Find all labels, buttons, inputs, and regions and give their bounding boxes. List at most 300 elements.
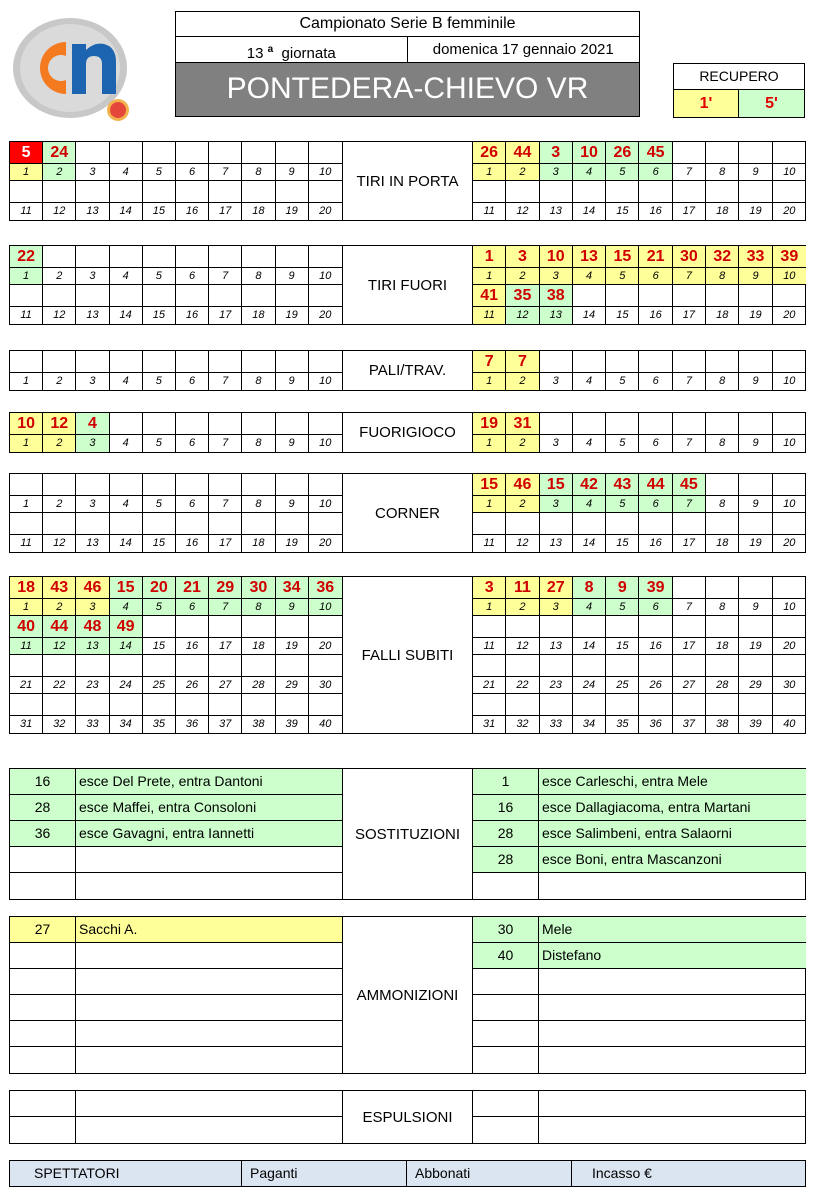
event-minute-cell bbox=[506, 694, 539, 715]
event-minute-cell bbox=[276, 655, 309, 676]
event-index-cell: 11 bbox=[10, 638, 43, 654]
event-minute-cell bbox=[110, 655, 143, 676]
stat-label: PALI/TRAV. bbox=[342, 351, 473, 390]
event-index-cell: 27 bbox=[673, 677, 706, 693]
event-index-cell: 10 bbox=[319, 498, 332, 510]
event-minute-cell bbox=[43, 655, 76, 676]
stat-label: FALLI SUBITI bbox=[342, 577, 473, 733]
event-index-cell: 1 bbox=[10, 164, 43, 180]
list-minute: 28 bbox=[10, 795, 76, 820]
list-item bbox=[10, 769, 342, 795]
event-minute-cell bbox=[706, 694, 739, 715]
event-minute-cell bbox=[143, 285, 176, 306]
list-text bbox=[539, 1117, 806, 1143]
event-index-cell: 19 bbox=[739, 638, 772, 654]
list-text bbox=[539, 995, 806, 1020]
event-index-cell: 2 bbox=[43, 496, 76, 512]
competition-title: Campionato Serie B femminile bbox=[176, 12, 639, 37]
event-index-cell: 10 bbox=[783, 498, 796, 510]
event-index-cell: 15 bbox=[143, 203, 176, 220]
event-minute-cell: 8 bbox=[573, 577, 606, 598]
right-team-list bbox=[473, 769, 806, 899]
event-minute-cell: 21 bbox=[639, 246, 672, 267]
event-index-cell: 16 bbox=[176, 203, 209, 220]
event-index-cell: 14 bbox=[110, 638, 143, 654]
event-index-cell: 18 bbox=[242, 203, 275, 220]
event-minute-cell bbox=[739, 142, 772, 163]
event-minute-cell bbox=[506, 513, 539, 534]
event-index-cell: 5 bbox=[143, 268, 176, 284]
event-minute-cell bbox=[276, 616, 309, 637]
event-minute-cell: 40 bbox=[10, 616, 43, 637]
list-text bbox=[539, 1021, 806, 1046]
stat-label: FUORIGIOCO bbox=[342, 413, 473, 452]
event-minute-cell: 15 bbox=[110, 577, 143, 598]
event-minute-cell bbox=[739, 474, 772, 495]
event-minute-cell: 7 bbox=[506, 351, 539, 372]
event-index-cell: 7 bbox=[209, 373, 242, 390]
event-index-cell: 18 bbox=[706, 307, 739, 324]
event-index-cell: 29 bbox=[739, 677, 772, 693]
event-index-cell: 10 bbox=[319, 437, 332, 449]
event-minute-cell bbox=[739, 351, 772, 372]
list-item bbox=[473, 769, 806, 795]
event-minute-cell: 44 bbox=[43, 616, 76, 637]
recupero-second-half: 5' bbox=[739, 90, 804, 117]
event-minute-cell bbox=[309, 655, 342, 676]
event-minute-cell: 26 bbox=[606, 142, 639, 163]
event-minute-cell bbox=[639, 351, 672, 372]
event-minute-cell bbox=[739, 413, 772, 434]
list-item bbox=[473, 917, 806, 943]
event-minute-cell bbox=[76, 694, 109, 715]
list-text bbox=[76, 995, 342, 1020]
event-minute-cell bbox=[773, 181, 806, 202]
event-index-cell: 10 bbox=[783, 601, 796, 613]
event-minute-cell bbox=[540, 616, 573, 637]
event-index-cell: 10 bbox=[309, 599, 342, 615]
event-index-cell: 9 bbox=[739, 164, 772, 180]
event-index-cell: 14 bbox=[110, 203, 143, 220]
event-index-cell: 2 bbox=[43, 268, 76, 284]
event-index-cell: 13 bbox=[76, 307, 109, 324]
event-index-cell: 6 bbox=[176, 164, 209, 180]
event-minute-cell bbox=[76, 181, 109, 202]
event-minute-cell bbox=[143, 694, 176, 715]
event-minute-cell bbox=[606, 513, 639, 534]
event-minute-cell bbox=[573, 285, 606, 306]
event-minute-cell: 32 bbox=[706, 246, 739, 267]
event-minute-cell bbox=[506, 181, 539, 202]
list-minute bbox=[473, 1047, 539, 1073]
event-minute-cell bbox=[639, 513, 672, 534]
event-index-cell: 2 bbox=[506, 373, 539, 390]
event-index-cell: 6 bbox=[639, 373, 672, 390]
event-index-cell: 24 bbox=[110, 677, 143, 693]
event-index-cell: 37 bbox=[673, 716, 706, 733]
event-index-cell: 9 bbox=[276, 599, 309, 615]
list-text bbox=[76, 969, 342, 994]
event-minute-cell bbox=[143, 655, 176, 676]
left-team-list bbox=[10, 769, 342, 899]
event-index-cell: 8 bbox=[706, 599, 739, 615]
event-index-cell: 38 bbox=[242, 716, 275, 733]
list-minute: 36 bbox=[10, 821, 76, 846]
event-minute-cell bbox=[10, 655, 43, 676]
list-minute bbox=[473, 873, 539, 899]
event-index-cell: 23 bbox=[540, 677, 573, 693]
event-index-cell: 12 bbox=[506, 307, 539, 324]
event-minute-cell: 26 bbox=[473, 142, 506, 163]
event-index-cell: 9 bbox=[739, 435, 772, 452]
event-index-cell: 5 bbox=[143, 373, 176, 390]
event-minute-cell: 34 bbox=[276, 577, 309, 598]
event-index-cell: 11 bbox=[473, 638, 506, 654]
logo bbox=[10, 14, 134, 122]
incasso-label: Incasso € bbox=[592, 1165, 652, 1181]
list-minute bbox=[473, 1091, 539, 1116]
event-minute-cell bbox=[242, 616, 275, 637]
event-index-cell: 21 bbox=[473, 677, 506, 693]
event-index-cell: 5 bbox=[606, 496, 639, 512]
event-index-cell: 36 bbox=[176, 716, 209, 733]
event-minute-cell bbox=[706, 616, 739, 637]
event-minute-cell bbox=[110, 246, 143, 267]
event-minute-cell: 39 bbox=[773, 246, 806, 267]
list-minute: 40 bbox=[473, 943, 539, 968]
event-index-cell: 9 bbox=[276, 164, 309, 180]
event-index-cell: 14 bbox=[573, 535, 606, 552]
list-item bbox=[473, 873, 806, 899]
event-index-cell: 29 bbox=[276, 677, 309, 693]
list-section-sostituzioni bbox=[9, 768, 806, 900]
event-minute-cell: 3 bbox=[506, 246, 539, 267]
list-text bbox=[539, 873, 806, 899]
event-index-cell: 5 bbox=[143, 496, 176, 512]
event-minute-cell bbox=[773, 142, 806, 163]
round: 13 $^a$ giornata bbox=[176, 37, 408, 62]
event-minute-cell bbox=[309, 474, 342, 495]
event-index-cell: 13 bbox=[540, 638, 573, 654]
event-minute-cell bbox=[309, 181, 342, 202]
event-index-cell: 16 bbox=[176, 307, 209, 324]
event-minute-cell bbox=[706, 474, 739, 495]
event-minute-cell bbox=[242, 655, 275, 676]
event-minute-cell bbox=[309, 285, 342, 306]
right-team-grid bbox=[473, 577, 806, 733]
event-minute-cell bbox=[242, 142, 275, 163]
event-minute-cell bbox=[739, 694, 772, 715]
event-index-cell: 9 bbox=[739, 373, 772, 390]
list-minute bbox=[473, 995, 539, 1020]
event-index-cell: 5 bbox=[606, 599, 639, 615]
event-index-cell: 4 bbox=[573, 268, 606, 284]
event-minute-cell bbox=[473, 181, 506, 202]
left-team-grid bbox=[10, 351, 342, 390]
event-index-cell: 4 bbox=[573, 496, 606, 512]
event-minute-cell bbox=[176, 474, 209, 495]
event-minute-cell bbox=[706, 655, 739, 676]
list-minute bbox=[10, 1117, 76, 1143]
event-minute-cell bbox=[309, 694, 342, 715]
event-minute-cell: 1 bbox=[473, 246, 506, 267]
event-index-cell: 4 bbox=[110, 268, 143, 284]
event-minute-cell bbox=[276, 694, 309, 715]
event-index-cell: 17 bbox=[673, 535, 706, 552]
event-index-cell: 11 bbox=[473, 307, 506, 324]
paganti-label: Paganti bbox=[242, 1161, 407, 1186]
event-index-cell: 15 bbox=[143, 535, 176, 552]
event-minute-cell: 41 bbox=[473, 285, 506, 306]
event-minute-cell bbox=[242, 413, 275, 434]
event-minute-cell bbox=[143, 246, 176, 267]
event-minute-cell bbox=[739, 285, 772, 306]
event-index-cell: 5 bbox=[606, 435, 639, 452]
event-minute-cell bbox=[209, 413, 242, 434]
stat-section-pali-trav- bbox=[9, 350, 806, 391]
event-minute-cell bbox=[673, 694, 706, 715]
event-index-cell: 8 bbox=[706, 268, 739, 284]
event-index-cell: 2 bbox=[43, 164, 76, 180]
event-minute-cell bbox=[540, 351, 573, 372]
list-label: SOSTITUZIONI bbox=[342, 769, 473, 899]
event-minute-cell bbox=[573, 694, 606, 715]
event-minute-cell bbox=[143, 616, 176, 637]
event-minute-cell bbox=[540, 655, 573, 676]
event-minute-cell bbox=[43, 246, 76, 267]
list-text bbox=[539, 1047, 806, 1073]
attendance-bar bbox=[9, 1160, 806, 1187]
event-index-cell: 15 bbox=[606, 535, 639, 552]
event-index-cell: 3 bbox=[76, 164, 109, 180]
list-item bbox=[10, 873, 342, 899]
event-index-cell: 6 bbox=[176, 373, 209, 390]
list-text bbox=[76, 1047, 342, 1073]
event-minute-cell bbox=[242, 285, 275, 306]
list-text: esce Dallagiacoma, entra Martani bbox=[542, 799, 751, 815]
event-minute-cell bbox=[110, 513, 143, 534]
event-index-cell: 10 bbox=[319, 270, 332, 282]
event-minute-cell bbox=[110, 285, 143, 306]
event-minute-cell bbox=[143, 181, 176, 202]
event-minute-cell: 4 bbox=[76, 413, 109, 434]
event-index-cell: 4 bbox=[110, 373, 143, 390]
event-index-cell: 1 bbox=[473, 268, 506, 284]
event-minute-cell bbox=[110, 181, 143, 202]
event-minute-cell: 10 bbox=[10, 413, 43, 434]
event-minute-cell: 43 bbox=[43, 577, 76, 598]
event-minute-cell: 46 bbox=[76, 577, 109, 598]
event-minute-cell: 12 bbox=[43, 413, 76, 434]
event-minute-cell: 10 bbox=[540, 246, 573, 267]
event-minute-cell bbox=[706, 413, 739, 434]
event-index-cell: 1 bbox=[10, 373, 43, 390]
event-minute-cell: 46 bbox=[506, 474, 539, 495]
event-index-cell: 12 bbox=[506, 638, 539, 654]
event-index-cell: 34 bbox=[573, 716, 606, 733]
event-minute-cell bbox=[309, 513, 342, 534]
event-index-cell: 7 bbox=[673, 373, 706, 390]
event-index-cell: 11 bbox=[473, 535, 506, 552]
event-minute-cell bbox=[773, 285, 806, 306]
event-minute-cell bbox=[209, 246, 242, 267]
event-minute-cell bbox=[739, 513, 772, 534]
event-index-cell: 12 bbox=[43, 203, 76, 220]
event-minute-cell: 29 bbox=[209, 577, 242, 598]
event-minute-cell bbox=[143, 513, 176, 534]
event-index-cell: 19 bbox=[276, 307, 309, 324]
event-minute-cell bbox=[606, 413, 639, 434]
event-minute-cell bbox=[242, 181, 275, 202]
event-minute-cell bbox=[309, 246, 342, 267]
list-item bbox=[473, 969, 806, 995]
event-index-cell: 15 bbox=[606, 638, 639, 654]
event-minute-cell: 38 bbox=[540, 285, 573, 306]
event-minute-cell bbox=[309, 616, 342, 637]
spettatori-label: SPETTATORI bbox=[10, 1161, 242, 1186]
list-minute bbox=[10, 1021, 76, 1046]
event-minute-cell bbox=[176, 181, 209, 202]
event-minute-cell: 27 bbox=[540, 577, 573, 598]
event-index-cell: 16 bbox=[639, 535, 672, 552]
event-index-cell: 31 bbox=[10, 716, 43, 733]
event-minute-cell bbox=[573, 616, 606, 637]
list-item bbox=[473, 995, 806, 1021]
event-index-cell: 26 bbox=[176, 677, 209, 693]
event-minute-cell: 48 bbox=[76, 616, 109, 637]
event-minute-cell bbox=[773, 413, 806, 434]
event-index-cell: 1 bbox=[473, 373, 506, 390]
stat-label: CORNER bbox=[342, 474, 473, 552]
event-minute-cell bbox=[309, 413, 342, 434]
event-minute-cell bbox=[639, 285, 672, 306]
list-text: Distefano bbox=[542, 947, 602, 963]
event-index-cell: 17 bbox=[209, 307, 242, 324]
event-minute-cell bbox=[143, 413, 176, 434]
event-minute-cell: 9 bbox=[606, 577, 639, 598]
event-index-cell: 5 bbox=[606, 373, 639, 390]
event-index-cell: 3 bbox=[540, 268, 573, 284]
event-minute-cell: 10 bbox=[573, 142, 606, 163]
event-minute-cell: 21 bbox=[176, 577, 209, 598]
event-minute-cell bbox=[276, 181, 309, 202]
event-index-cell: 8 bbox=[242, 164, 275, 180]
event-minute-cell: 15 bbox=[473, 474, 506, 495]
event-index-cell: 17 bbox=[673, 307, 706, 324]
list-item bbox=[473, 821, 806, 847]
event-minute-cell: 49 bbox=[110, 616, 143, 637]
match-header bbox=[175, 11, 640, 117]
list-minute: 30 bbox=[473, 917, 539, 942]
event-minute-cell bbox=[276, 142, 309, 163]
event-index-cell: 9 bbox=[276, 268, 309, 284]
event-minute-cell bbox=[209, 142, 242, 163]
event-index-cell: 8 bbox=[706, 164, 739, 180]
event-index-cell: 13 bbox=[76, 203, 109, 220]
event-index-cell: 1 bbox=[473, 496, 506, 512]
event-minute-cell bbox=[10, 513, 43, 534]
event-minute-cell bbox=[739, 655, 772, 676]
event-minute-cell bbox=[209, 513, 242, 534]
event-minute-cell bbox=[473, 513, 506, 534]
list-minute: 16 bbox=[473, 795, 539, 820]
event-minute-cell: 43 bbox=[606, 474, 639, 495]
list-item bbox=[10, 847, 342, 873]
event-index-cell: 1 bbox=[10, 435, 43, 452]
event-index-cell: 3 bbox=[540, 435, 573, 452]
event-index-cell: 7 bbox=[673, 164, 706, 180]
list-minute bbox=[10, 943, 76, 968]
event-index-cell: 3 bbox=[76, 599, 109, 615]
event-minute-cell bbox=[76, 513, 109, 534]
event-minute-cell bbox=[309, 351, 342, 372]
event-minute-cell bbox=[673, 616, 706, 637]
match-date: domenica 17 gennaio 2021 bbox=[432, 41, 614, 58]
event-minute-cell: 15 bbox=[540, 474, 573, 495]
event-minute-cell bbox=[76, 142, 109, 163]
event-minute-cell bbox=[276, 474, 309, 495]
event-index-cell: 10 bbox=[773, 268, 806, 284]
event-index-cell: 4 bbox=[573, 435, 606, 452]
event-minute-cell: 15 bbox=[606, 246, 639, 267]
event-minute-cell bbox=[242, 351, 275, 372]
list-minute bbox=[10, 995, 76, 1020]
event-minute-cell: 45 bbox=[673, 474, 706, 495]
list-text: Sacchi A. bbox=[79, 921, 138, 937]
event-minute-cell bbox=[242, 474, 275, 495]
event-index-cell: 10 bbox=[319, 375, 332, 387]
event-minute-cell bbox=[143, 351, 176, 372]
event-index-cell: 1 bbox=[10, 496, 43, 512]
event-index-cell: 3 bbox=[76, 496, 109, 512]
event-index-cell: 2 bbox=[43, 435, 76, 452]
event-index-cell: 6 bbox=[639, 496, 672, 512]
event-index-cell: 31 bbox=[473, 716, 506, 733]
event-index-cell: 11 bbox=[473, 203, 506, 220]
event-minute-cell bbox=[76, 285, 109, 306]
event-minute-cell bbox=[276, 513, 309, 534]
event-minute-cell bbox=[573, 655, 606, 676]
event-index-cell: 11 bbox=[10, 203, 43, 220]
list-text: esce Boni, entra Mascanzoni bbox=[542, 851, 722, 867]
event-minute-cell bbox=[706, 285, 739, 306]
event-minute-cell: 3 bbox=[473, 577, 506, 598]
event-index-cell: 18 bbox=[242, 638, 275, 654]
event-minute-cell bbox=[110, 694, 143, 715]
list-minute bbox=[10, 969, 76, 994]
event-index-cell: 15 bbox=[606, 307, 639, 324]
event-minute-cell bbox=[773, 513, 806, 534]
event-index-cell: 14 bbox=[573, 203, 606, 220]
event-index-cell: 8 bbox=[242, 268, 275, 284]
event-minute-cell bbox=[673, 142, 706, 163]
event-minute-cell bbox=[10, 181, 43, 202]
event-index-cell: 9 bbox=[739, 496, 772, 512]
event-minute-cell bbox=[43, 351, 76, 372]
list-text: esce Carleschi, entra Mele bbox=[542, 773, 708, 789]
event-index-cell: 11 bbox=[10, 535, 43, 552]
event-minute-cell bbox=[10, 474, 43, 495]
event-index-cell: 10 bbox=[783, 166, 796, 178]
list-section-espulsioni bbox=[9, 1090, 806, 1144]
event-minute-cell bbox=[706, 351, 739, 372]
event-minute-cell bbox=[606, 655, 639, 676]
event-minute-cell bbox=[739, 577, 772, 598]
event-minute-cell bbox=[540, 513, 573, 534]
event-index-cell: 30 bbox=[783, 679, 796, 691]
event-index-cell: 6 bbox=[176, 599, 209, 615]
event-index-cell: 11 bbox=[10, 307, 43, 324]
